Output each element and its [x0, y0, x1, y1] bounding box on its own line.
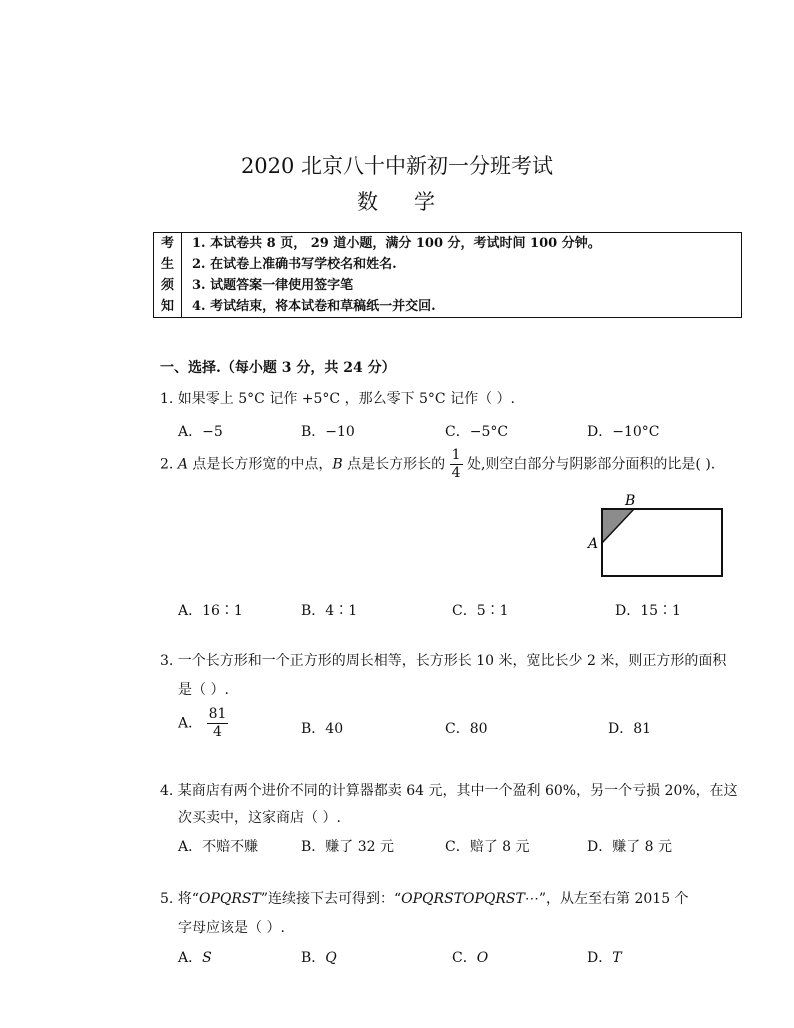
notice-side-char: 生	[160, 257, 174, 272]
notice-side-char: 知	[160, 299, 174, 314]
q2-option-a: A．16∶1	[178, 603, 243, 619]
notice-line: 4. 考试结束，将本试卷和草稿纸一并交回.	[192, 299, 436, 314]
q2-point-a: A	[177, 456, 188, 473]
q4-option-c: C．赔了 8 元	[445, 839, 530, 855]
notice-line: 1. 本试卷共 8 页， 29 道小题，满分 100 分，考试时间 100 分钟。	[192, 236, 601, 251]
q3-option-a-prefix: A．	[178, 715, 203, 732]
q3-option-b: B．40	[301, 721, 344, 737]
q2-frac-num: 1	[451, 447, 461, 463]
q3-frac-num: 81	[208, 706, 227, 722]
q2-option-b: B．4∶1	[301, 603, 358, 619]
q1-option-c: C．−5°C	[445, 424, 509, 440]
q5-option-prefix: C．	[452, 950, 477, 966]
q1-option-b: B．−10	[301, 424, 355, 440]
notice-side-label	[154, 233, 182, 318]
q3-option-a	[178, 706, 228, 741]
q2-text: 处,则空白部分与阴影部分面积的比是( ).	[462, 456, 716, 473]
q5-option-c	[452, 947, 488, 967]
notice-body	[182, 233, 742, 318]
q5-letters-repeated: OPQRSTOPQRST	[401, 891, 525, 907]
q2-text: 点是长方形宽的中点，	[187, 456, 333, 473]
q2-fraction	[450, 447, 463, 482]
q3-frac-den: 4	[213, 724, 222, 740]
q3-option-a-fraction	[207, 706, 229, 741]
q5-option-prefix: B．	[301, 950, 326, 966]
question-4-stem-line2: 次买卖中，这家商店（ ）.	[178, 810, 341, 826]
section-heading: 一、选择.（每小题 3 分，共 24 分）	[160, 360, 396, 376]
q4-option-a: A．不赔不赚	[178, 839, 259, 855]
q1-option-a: A．−5	[178, 424, 223, 440]
q4-option-b: B．赚了 32 元	[301, 839, 395, 855]
question-5-stem-line1	[160, 888, 689, 908]
question-4-stem-line1: 4. 某商店有两个进价不同的计算器都卖 64 元，其中一个盈利 60%，另一个亏损 20%，在这	[160, 783, 738, 799]
q5-option-d	[587, 947, 622, 967]
notice-line: 3. 试题答案一律使用签字笔	[192, 278, 354, 293]
rectangle-figure	[584, 491, 729, 581]
q5-text: ⋯”，从左至右第 2015 个	[524, 891, 689, 907]
question-2-stem	[160, 447, 715, 482]
notice-line: 2. 在试卷上准确书写学校名和姓名.	[192, 257, 397, 272]
q5-option-prefix: D．	[587, 950, 613, 966]
q5-option-prefix: A．	[178, 950, 203, 966]
q2-frac-den: 4	[451, 465, 461, 481]
q2-option-c: C．5∶1	[452, 603, 509, 619]
q1-option-d: D．−10°C	[587, 424, 660, 440]
subject-char: 数	[357, 190, 380, 214]
question-3-stem-line2: 是（ ）.	[178, 682, 229, 698]
q2-text: 点是长方形长的	[342, 456, 446, 473]
q5-option-a	[178, 947, 212, 967]
q5-option-letter: S	[202, 950, 212, 966]
q4-option-d: D．赚了 8 元	[587, 839, 673, 855]
notice-side-char: 考	[160, 236, 174, 251]
q5-text: ”连续接下去可得到：“	[260, 891, 402, 907]
q2-option-d: D．15∶1	[615, 603, 681, 619]
subject-title	[0, 186, 794, 216]
question-1-stem: 1. 如果零上 5°C 记作 +5°C ，那么零下 5°C 记作（ ）.	[160, 391, 515, 407]
q5-option-letter: O	[476, 950, 489, 966]
q5-text: 5. 将“	[160, 891, 199, 907]
subject-char: 学	[414, 190, 437, 214]
page-title: 2020 北京八十中新初一分班考试	[240, 154, 554, 178]
q5-option-letter: Q	[325, 950, 337, 966]
q3-option-d: D．81	[608, 721, 652, 737]
q3-option-c: C．80	[445, 721, 488, 737]
notice-side-char: 须	[160, 278, 174, 293]
question-3-stem-line1: 3. 一个长方形和一个正方形的周长相等，长方形长 10 米，宽比长少 2 米，则正方形的面积	[160, 653, 727, 669]
q5-option-letter: T	[612, 950, 622, 966]
question-5-stem-line2: 字母应该是（ ）.	[178, 920, 285, 936]
exam-notice-table	[153, 232, 742, 318]
q5-option-b	[301, 947, 337, 967]
q5-letters: OPQRST	[198, 891, 261, 907]
q2-point-b: B	[332, 456, 343, 473]
label-b: B	[625, 493, 636, 509]
q2-number: 2.	[160, 456, 174, 473]
label-a: A	[588, 536, 599, 552]
